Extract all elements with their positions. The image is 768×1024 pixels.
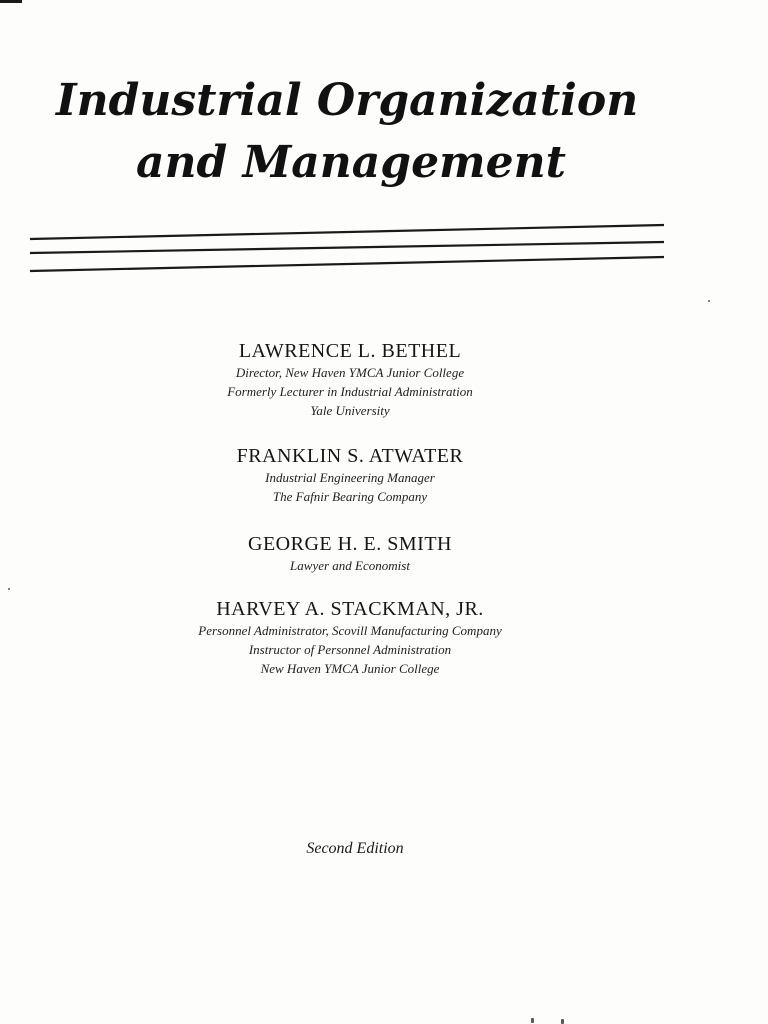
author-role: The Fafnir Bearing Company [272, 489, 428, 504]
author-role: Lawyer and Economist [290, 558, 410, 573]
title-rule-2 [30, 242, 664, 253]
print-speck [708, 300, 710, 302]
page-edge-mark [0, 0, 22, 3]
print-speck [531, 1018, 534, 1023]
title-rules [0, 214, 680, 278]
title-rule-3 [30, 257, 664, 271]
book-title [0, 70, 768, 194]
book-title-line-2: and Management [136, 137, 566, 188]
author-name: FRANKLIN S. ATWATER [236, 445, 464, 467]
print-speck [561, 1019, 564, 1024]
print-speck [8, 588, 10, 590]
author-role: Yale University [310, 403, 390, 418]
book-title-line-1: Industrial Organization [56, 75, 639, 126]
author-role: Industrial Engineering Manager [265, 470, 435, 485]
author-role: Personnel Administrator, Scovill Manufacturing Company [198, 623, 502, 638]
author-atwater [0, 444, 700, 506]
edition-label: Second Edition [306, 840, 404, 857]
author-smith [0, 532, 700, 575]
author-role: Director, New Haven YMCA Junior College [235, 365, 465, 380]
author-bethel [0, 339, 700, 420]
title-rule-1 [30, 225, 664, 239]
author-stackman [0, 597, 700, 678]
author-role: Instructor of Personnel Administration [248, 642, 452, 657]
author-role: New Haven YMCA Junior College [260, 661, 440, 676]
author-name: LAWRENCE L. BETHEL [238, 340, 462, 362]
author-role: Formerly Lecturer in Industrial Administration [227, 384, 473, 399]
author-name: GEORGE H. E. SMITH [248, 533, 452, 555]
author-name: HARVEY A. STACKMAN, JR. [216, 598, 484, 620]
